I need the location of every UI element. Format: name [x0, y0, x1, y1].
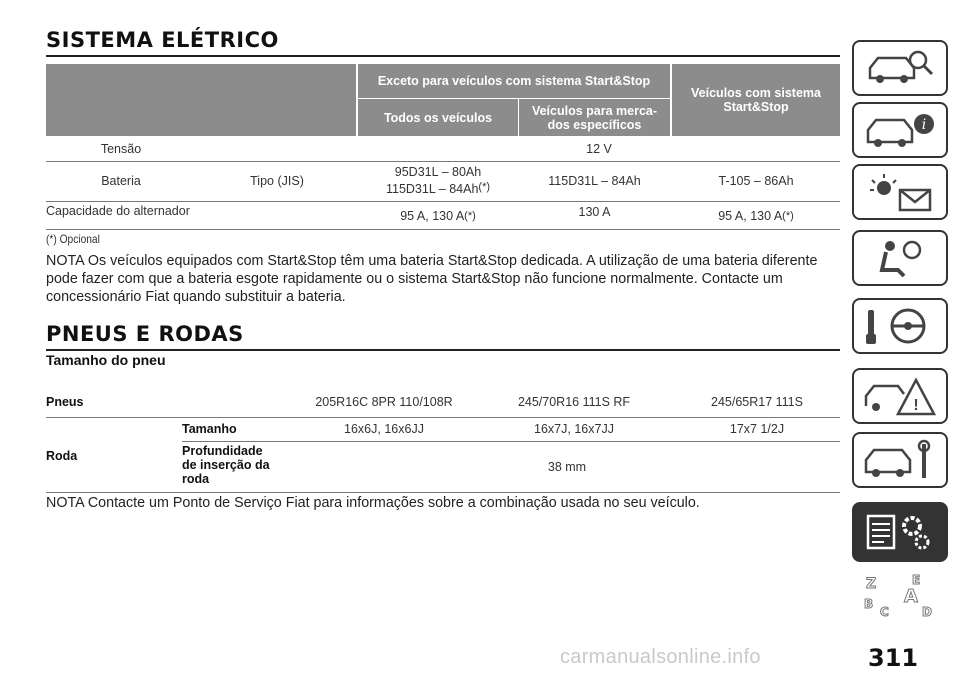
tab-car-warning[interactable] [852, 368, 948, 424]
tab-car-service[interactable] [852, 432, 948, 488]
alphabet-index-icon [860, 574, 940, 618]
rim-size-1: 16x6J, 16x6JJ [344, 422, 424, 436]
bateria-all-line2-wrap [386, 180, 490, 197]
tab-car-search[interactable] [852, 40, 948, 96]
row-bateria-label: Bateria [101, 173, 141, 188]
svg-text:i: i [921, 117, 927, 133]
row-alternador-label: Capacidade do alternador [46, 203, 190, 218]
row-alternador-all [358, 204, 518, 228]
row-alternador-specific: 130 A [578, 204, 611, 219]
row-divider [46, 229, 840, 230]
svg-text:Z: Z [866, 576, 877, 592]
bateria-all-line2: 115D31L – 84Ah [385, 182, 479, 196]
tab-key-steering[interactable] [852, 298, 948, 354]
tyre-size-subtitle: Tamanho do pneu [46, 352, 166, 368]
tyre-size-1: 205R16C 8PR 110/108R [315, 395, 453, 409]
key-steering-wheel-icon [860, 304, 940, 348]
tyre-depth-value: 38 mm [547, 460, 587, 474]
row-tensao-label: Tensão [100, 141, 142, 156]
row-bateria-all [358, 162, 518, 200]
row-alternador-start-stop [672, 204, 840, 228]
footnote: (*) Opcional [46, 232, 100, 246]
tyre-pneus-label: Pneus [46, 395, 84, 409]
rim-size-2: 16x7J, 16x7JJ [534, 422, 614, 436]
optional-mark: (*) [464, 209, 476, 222]
header-specific-markets: Veículos para merca- dos específicos [519, 99, 670, 136]
watermark: carmanualsonline.info [560, 646, 761, 668]
row-divider [46, 492, 840, 493]
bateria-all-line1: 95D31L – 80Ah [394, 165, 482, 179]
specs-gear-icon [860, 510, 940, 554]
tyres-note: NOTA Contacte um Ponto de Serviço Fiat para informações sobre a combinação usada no seu veículo. [46, 495, 700, 511]
battery-note: NOTA Os veículos equipados com Start&Stop têm uma bateria Start&Stop dedicada. A utilização de uma bateria diferente pode fazer com que a bateria esgote rapidamente ou o sistema Start&Stop não funcione normalmente. Contacte um concessionário Fiat quando substituir a bateria. [46, 253, 818, 305]
svg-text:C: C [880, 605, 889, 618]
warning-light-mail-icon [860, 170, 940, 214]
tyre-depth-label: Profundidade de inserção da roda [182, 444, 270, 486]
svg-text:D: D [922, 605, 932, 618]
row-bateria-sublabel: Tipo (JIS) [250, 173, 304, 188]
header-all-vehicles: Todos os veículos [358, 99, 519, 136]
header-start-stop: Veículos com sistema Start&Stop [672, 64, 840, 136]
car-info-icon [860, 108, 940, 152]
tab-warning-lights[interactable] [852, 164, 948, 220]
seat-airbag-icon [860, 236, 940, 280]
tyre-size-3: 245/65R17 111S [711, 395, 803, 409]
svg-text:A: A [904, 586, 918, 607]
svg-text:E: E [912, 574, 921, 587]
header-group-cell: Exceto para veículos com sistema Start&Stop [358, 64, 670, 99]
row-bateria-specific: 115D31L – 84Ah [548, 173, 641, 188]
alternador-all-value: 95 A, 130 A [400, 208, 465, 223]
tyres-section-title: PNEUS E RODAS [46, 322, 840, 351]
car-warning-triangle-icon [860, 374, 940, 418]
tab-index[interactable] [852, 566, 948, 626]
alternador-ss-value: 95 A, 130 A [718, 208, 783, 223]
optional-mark: (*) [782, 209, 794, 222]
svg-text:!: ! [913, 397, 919, 414]
car-search-icon [860, 46, 940, 90]
row-divider [182, 441, 840, 442]
tyre-roda-label: Roda [46, 449, 78, 463]
car-wrench-icon [860, 438, 940, 482]
rim-size-3: 17x7 1/2J [729, 422, 785, 436]
page-number: 311 [868, 644, 919, 672]
tyre-size-2: 245/70R16 111S RF [517, 395, 631, 409]
row-bateria-start-stop: T-105 – 86Ah [718, 173, 794, 188]
svg-text:B: B [864, 597, 874, 611]
optional-mark: (*) [478, 181, 491, 193]
tab-car-info[interactable] [852, 102, 948, 158]
tab-technical-data[interactable] [852, 502, 948, 562]
tyre-tamanho-label: Tamanho [182, 422, 237, 436]
tab-seat-airbag[interactable] [852, 230, 948, 286]
electrical-section-title: SISTEMA ELÉTRICO [46, 28, 840, 57]
row-tensao-value: 12 V [586, 141, 612, 156]
header-empty-cell [46, 64, 356, 136]
